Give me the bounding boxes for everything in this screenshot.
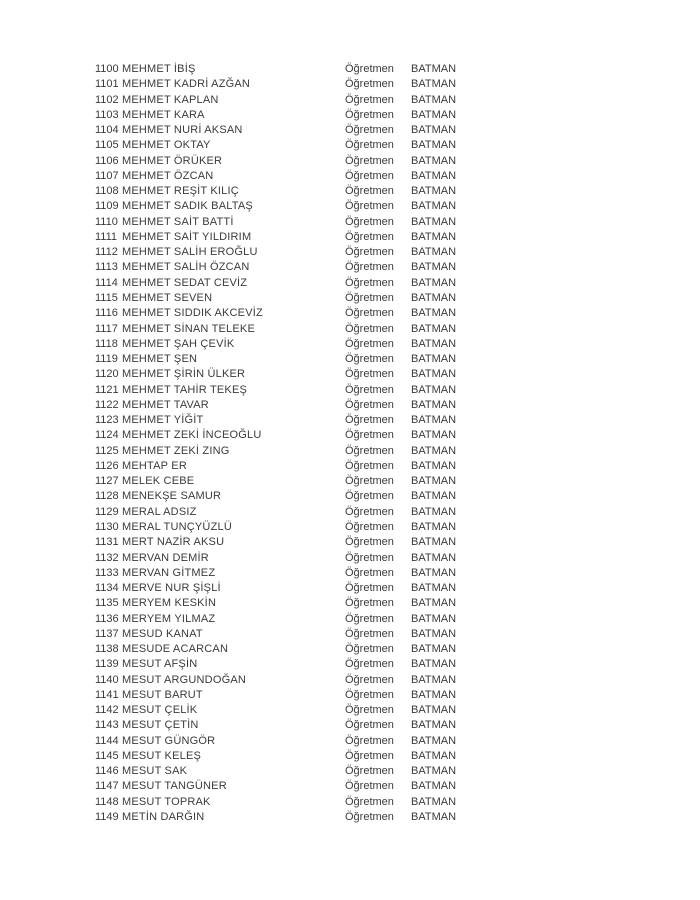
list-row <box>95 734 475 749</box>
row-province: BATMAN <box>411 719 457 732</box>
row-number: 1138 <box>95 643 119 656</box>
list-row <box>95 474 475 489</box>
row-province: BATMAN <box>411 185 457 198</box>
row-province: BATMAN <box>411 108 457 121</box>
row-number: 1120 <box>95 368 119 381</box>
row-number: 1123 <box>95 414 119 427</box>
row-province: BATMAN <box>411 749 457 762</box>
row-role: Öğretmen <box>345 169 394 182</box>
row-province: BATMAN <box>411 612 457 625</box>
row-name: MEHMET TAHİR TEKEŞ <box>122 383 248 396</box>
row-number: 1135 <box>95 597 119 610</box>
row-name: MEHMET SEDAT CEVİZ <box>122 276 248 289</box>
row-name: MEHMET SALİH ÖZCAN <box>122 261 250 274</box>
row-name: MEHMET KAPLAN <box>122 93 219 106</box>
row-role: Öğretmen <box>345 505 394 518</box>
row-province: BATMAN <box>411 291 457 304</box>
row-role: Öğretmen <box>345 230 394 243</box>
list-row <box>95 520 475 535</box>
row-name: MEHMET REŞİT KILIÇ <box>122 185 239 198</box>
row-role: Öğretmen <box>345 643 394 656</box>
row-role: Öğretmen <box>345 429 394 442</box>
list-row <box>95 673 475 688</box>
row-number: 1140 <box>95 673 119 686</box>
row-name: MEHMET NURİ AKSAN <box>122 124 243 137</box>
list-row <box>95 688 475 703</box>
row-number: 1110 <box>95 215 118 228</box>
row-province: BATMAN <box>411 459 457 472</box>
list-row <box>95 489 475 504</box>
row-name: MEHMET ÖRÜKER <box>122 154 223 167</box>
row-number: 1111 <box>95 230 118 243</box>
row-name: MEHMET SEVEN <box>122 291 213 304</box>
row-province: BATMAN <box>411 551 457 564</box>
row-province: BATMAN <box>411 765 457 778</box>
row-name: MERVE NUR ŞİŞLİ <box>122 582 221 595</box>
row-province: BATMAN <box>411 704 457 717</box>
row-number: 1105 <box>95 139 119 152</box>
row-province: BATMAN <box>411 169 457 182</box>
row-number: 1124 <box>95 429 119 442</box>
row-name: MERT NAZİR AKSU <box>122 536 225 549</box>
row-province: BATMAN <box>411 139 457 152</box>
row-name: MEHMET KADRİ AZĞAN <box>122 78 251 91</box>
row-name: MERAL TUNÇYÜZLÜ <box>122 520 232 533</box>
row-number: 1137 <box>95 627 119 640</box>
row-number: 1136 <box>95 612 119 625</box>
row-number: 1133 <box>95 566 119 579</box>
row-number: 1100 <box>95 63 119 75</box>
row-province: BATMAN <box>411 230 457 243</box>
list-row <box>95 62 475 77</box>
row-role: Öğretmen <box>345 261 394 274</box>
row-number: 1106 <box>95 154 119 167</box>
row-province: BATMAN <box>411 337 457 350</box>
row-name: METİN DARĞIN <box>122 811 205 824</box>
row-name: MEHMET SALİH EROĞLU <box>122 246 258 259</box>
row-number: 1134 <box>95 582 119 595</box>
row-number: 1144 <box>95 734 119 747</box>
row-number: 1130 <box>95 520 119 533</box>
list-row <box>95 199 475 214</box>
row-number: 1107 <box>95 169 119 182</box>
list-row <box>95 184 475 199</box>
row-province: BATMAN <box>411 536 457 549</box>
row-role: Öğretmen <box>345 322 394 335</box>
row-name: MESUT GÜNGÖR <box>122 734 216 747</box>
row-role: Öğretmen <box>345 185 394 198</box>
row-province: BATMAN <box>411 78 457 91</box>
row-province: BATMAN <box>411 673 457 686</box>
list-row <box>95 367 475 382</box>
list-row <box>95 260 475 275</box>
row-number: 1139 <box>95 658 119 671</box>
list-row <box>95 428 475 443</box>
row-province: BATMAN <box>411 368 457 381</box>
list-row <box>95 154 475 169</box>
row-name: MEHMET SADIK BALTAŞ <box>122 200 253 213</box>
row-name: MEHMET ŞİRİN ÜLKER <box>122 368 246 381</box>
row-number: 1147 <box>95 780 119 793</box>
row-province: BATMAN <box>411 261 457 274</box>
row-province: BATMAN <box>411 520 457 533</box>
list-row <box>95 215 475 230</box>
row-number: 1115 <box>95 291 118 304</box>
row-province: BATMAN <box>411 276 457 289</box>
row-role: Öğretmen <box>345 383 394 396</box>
row-province: BATMAN <box>411 688 457 701</box>
row-role: Öğretmen <box>345 704 394 717</box>
row-province: BATMAN <box>411 398 457 411</box>
list-row <box>95 642 475 657</box>
row-name: MERVAN GİTMEZ <box>122 566 216 579</box>
list-row <box>95 138 475 153</box>
list-row <box>95 779 475 794</box>
row-number: 1132 <box>95 551 119 564</box>
row-name: MELEK CEBE <box>122 475 195 488</box>
list-row <box>95 322 475 337</box>
row-name: MEHMET SIDDIK AKCEVİZ <box>122 307 263 320</box>
row-name: MEHMET ŞAH ÇEVİK <box>122 337 235 350</box>
list-row <box>95 337 475 352</box>
teacher-list <box>95 62 475 825</box>
row-province: BATMAN <box>411 322 457 335</box>
row-name: MESUT BARUT <box>122 688 203 701</box>
row-role: Öğretmen <box>345 795 394 808</box>
row-role: Öğretmen <box>345 108 394 121</box>
row-role: Öğretmen <box>345 627 394 640</box>
row-name: MEHMET ŞEN <box>122 353 198 366</box>
row-role: Öğretmen <box>345 459 394 472</box>
row-province: BATMAN <box>411 215 457 228</box>
row-province: BATMAN <box>411 582 457 595</box>
row-number: 1108 <box>95 185 119 198</box>
row-number: 1103 <box>95 108 119 121</box>
row-role: Öğretmen <box>345 734 394 747</box>
list-row <box>95 93 475 108</box>
row-role: Öğretmen <box>345 765 394 778</box>
list-row <box>95 627 475 642</box>
row-name: MEHMET ZEKİ İNCEOĞLU <box>122 429 262 442</box>
row-role: Öğretmen <box>345 719 394 732</box>
row-province: BATMAN <box>411 63 457 75</box>
list-row <box>95 230 475 245</box>
row-role: Öğretmen <box>345 63 394 75</box>
row-name: MEHMET TAVAR <box>122 398 209 411</box>
list-row <box>95 245 475 260</box>
row-province: BATMAN <box>411 643 457 656</box>
row-role: Öğretmen <box>345 307 394 320</box>
list-row <box>95 444 475 459</box>
row-province: BATMAN <box>411 795 457 808</box>
row-number: 1114 <box>95 276 118 289</box>
row-role: Öğretmen <box>345 368 394 381</box>
list-row <box>95 108 475 123</box>
row-name: MERAL ADSIZ <box>122 505 197 518</box>
row-role: Öğretmen <box>345 673 394 686</box>
row-number: 1128 <box>95 490 119 503</box>
row-role: Öğretmen <box>345 490 394 503</box>
row-name: MERYEM YILMAZ <box>122 612 216 625</box>
row-role: Öğretmen <box>345 475 394 488</box>
row-number: 1116 <box>95 307 118 320</box>
row-name: MEHMET OKTAY <box>122 139 211 152</box>
row-province: BATMAN <box>411 246 457 259</box>
row-province: BATMAN <box>411 93 457 106</box>
row-name: MESUT TANGÜNER <box>122 780 227 793</box>
row-number: 1113 <box>95 261 118 274</box>
row-number: 1127 <box>95 475 119 488</box>
row-role: Öğretmen <box>345 246 394 259</box>
row-name: MESUT AFŞİN <box>122 658 198 671</box>
row-name: MEHMET İBİŞ <box>122 63 196 75</box>
list-row <box>95 306 475 321</box>
list-row <box>95 566 475 581</box>
row-role: Öğretmen <box>345 749 394 762</box>
row-province: BATMAN <box>411 811 457 824</box>
row-number: 1129 <box>95 505 119 518</box>
row-role: Öğretmen <box>345 780 394 793</box>
row-name: MEHMET ZEKİ ZING <box>122 444 230 457</box>
row-role: Öğretmen <box>345 811 394 824</box>
row-role: Öğretmen <box>345 291 394 304</box>
row-number: 1143 <box>95 719 119 732</box>
row-number: 1126 <box>95 459 119 472</box>
row-number: 1102 <box>95 93 119 106</box>
row-number: 1125 <box>95 444 119 457</box>
row-number: 1117 <box>95 322 118 335</box>
row-role: Öğretmen <box>345 353 394 366</box>
row-province: BATMAN <box>411 490 457 503</box>
row-name: MESUD KANAT <box>122 627 203 640</box>
row-role: Öğretmen <box>345 520 394 533</box>
row-role: Öğretmen <box>345 597 394 610</box>
row-province: BATMAN <box>411 780 457 793</box>
row-number: 1148 <box>95 795 119 808</box>
row-name: MEHMET ÖZCAN <box>122 169 214 182</box>
list-row <box>95 505 475 520</box>
row-province: BATMAN <box>411 658 457 671</box>
row-number: 1149 <box>95 811 119 824</box>
row-province: BATMAN <box>411 444 457 457</box>
row-role: Öğretmen <box>345 582 394 595</box>
row-name: MESUT SAK <box>122 765 188 778</box>
row-number: 1118 <box>95 337 118 350</box>
row-role: Öğretmen <box>345 154 394 167</box>
row-role: Öğretmen <box>345 78 394 91</box>
row-number: 1146 <box>95 765 119 778</box>
list-row <box>95 413 475 428</box>
row-role: Öğretmen <box>345 93 394 106</box>
list-row <box>95 459 475 474</box>
row-province: BATMAN <box>411 154 457 167</box>
row-role: Öğretmen <box>345 398 394 411</box>
row-name: MESUT ÇELİK <box>122 704 198 717</box>
row-number: 1112 <box>95 246 118 259</box>
row-province: BATMAN <box>411 734 457 747</box>
row-number: 1109 <box>95 200 119 213</box>
row-name: MESUT KELEŞ <box>122 749 202 762</box>
list-row <box>95 703 475 718</box>
row-role: Öğretmen <box>345 200 394 213</box>
list-row <box>95 551 475 566</box>
row-name: MESUT ÇETİN <box>122 719 199 732</box>
row-number: 1101 <box>95 78 119 91</box>
row-name: MERVAN DEMİR <box>122 551 209 564</box>
list-row <box>95 795 475 810</box>
row-role: Öğretmen <box>345 612 394 625</box>
row-role: Öğretmen <box>345 276 394 289</box>
list-row <box>95 535 475 550</box>
row-province: BATMAN <box>411 200 457 213</box>
list-row <box>95 718 475 733</box>
row-name: MEHMET SAİT YILDIRIM <box>122 230 252 243</box>
row-province: BATMAN <box>411 597 457 610</box>
list-row <box>95 383 475 398</box>
row-number: 1142 <box>95 704 119 717</box>
row-province: BATMAN <box>411 124 457 137</box>
row-number: 1122 <box>95 398 119 411</box>
row-number: 1145 <box>95 749 119 762</box>
row-province: BATMAN <box>411 475 457 488</box>
row-role: Öğretmen <box>345 414 394 427</box>
row-role: Öğretmen <box>345 688 394 701</box>
list-row <box>95 581 475 596</box>
row-name: MEHMET YİĞİT <box>122 414 204 427</box>
list-row <box>95 810 475 825</box>
row-role: Öğretmen <box>345 215 394 228</box>
row-role: Öğretmen <box>345 536 394 549</box>
row-name: MERYEM KESKİN <box>122 597 217 610</box>
list-row <box>95 77 475 92</box>
row-number: 1131 <box>95 536 119 549</box>
row-role: Öğretmen <box>345 139 394 152</box>
row-role: Öğretmen <box>345 444 394 457</box>
list-row <box>95 291 475 306</box>
row-role: Öğretmen <box>345 658 394 671</box>
row-role: Öğretmen <box>345 566 394 579</box>
row-number: 1141 <box>95 688 119 701</box>
list-row <box>95 169 475 184</box>
list-row <box>95 749 475 764</box>
row-role: Öğretmen <box>345 551 394 564</box>
list-row <box>95 352 475 367</box>
row-number: 1119 <box>95 353 118 366</box>
row-province: BATMAN <box>411 383 457 396</box>
row-province: BATMAN <box>411 505 457 518</box>
row-name: MEHMET KARA <box>122 108 205 121</box>
row-province: BATMAN <box>411 627 457 640</box>
row-name: MESUT ARGUNDOĞAN <box>122 673 247 686</box>
row-role: Öğretmen <box>345 337 394 350</box>
row-name: MEHMET SAİT BATTİ <box>122 215 234 228</box>
row-name: MEHTAP ER <box>122 459 187 472</box>
row-name: MENEKŞE SAMUR <box>122 490 222 503</box>
list-row <box>95 596 475 611</box>
row-province: BATMAN <box>411 429 457 442</box>
list-row <box>95 276 475 291</box>
list-row <box>95 398 475 413</box>
row-province: BATMAN <box>411 307 457 320</box>
row-number: 1104 <box>95 124 119 137</box>
row-name: MESUT TOPRAK <box>122 795 211 808</box>
list-row <box>95 764 475 779</box>
row-province: BATMAN <box>411 353 457 366</box>
row-number: 1121 <box>95 383 119 396</box>
list-row <box>95 657 475 672</box>
row-name: MEHMET SİNAN TELEKE <box>122 322 255 335</box>
row-province: BATMAN <box>411 414 457 427</box>
list-row <box>95 123 475 138</box>
list-row <box>95 612 475 627</box>
row-name: MESUDE ACARCAN <box>122 643 229 656</box>
row-province: BATMAN <box>411 566 457 579</box>
row-role: Öğretmen <box>345 124 394 137</box>
